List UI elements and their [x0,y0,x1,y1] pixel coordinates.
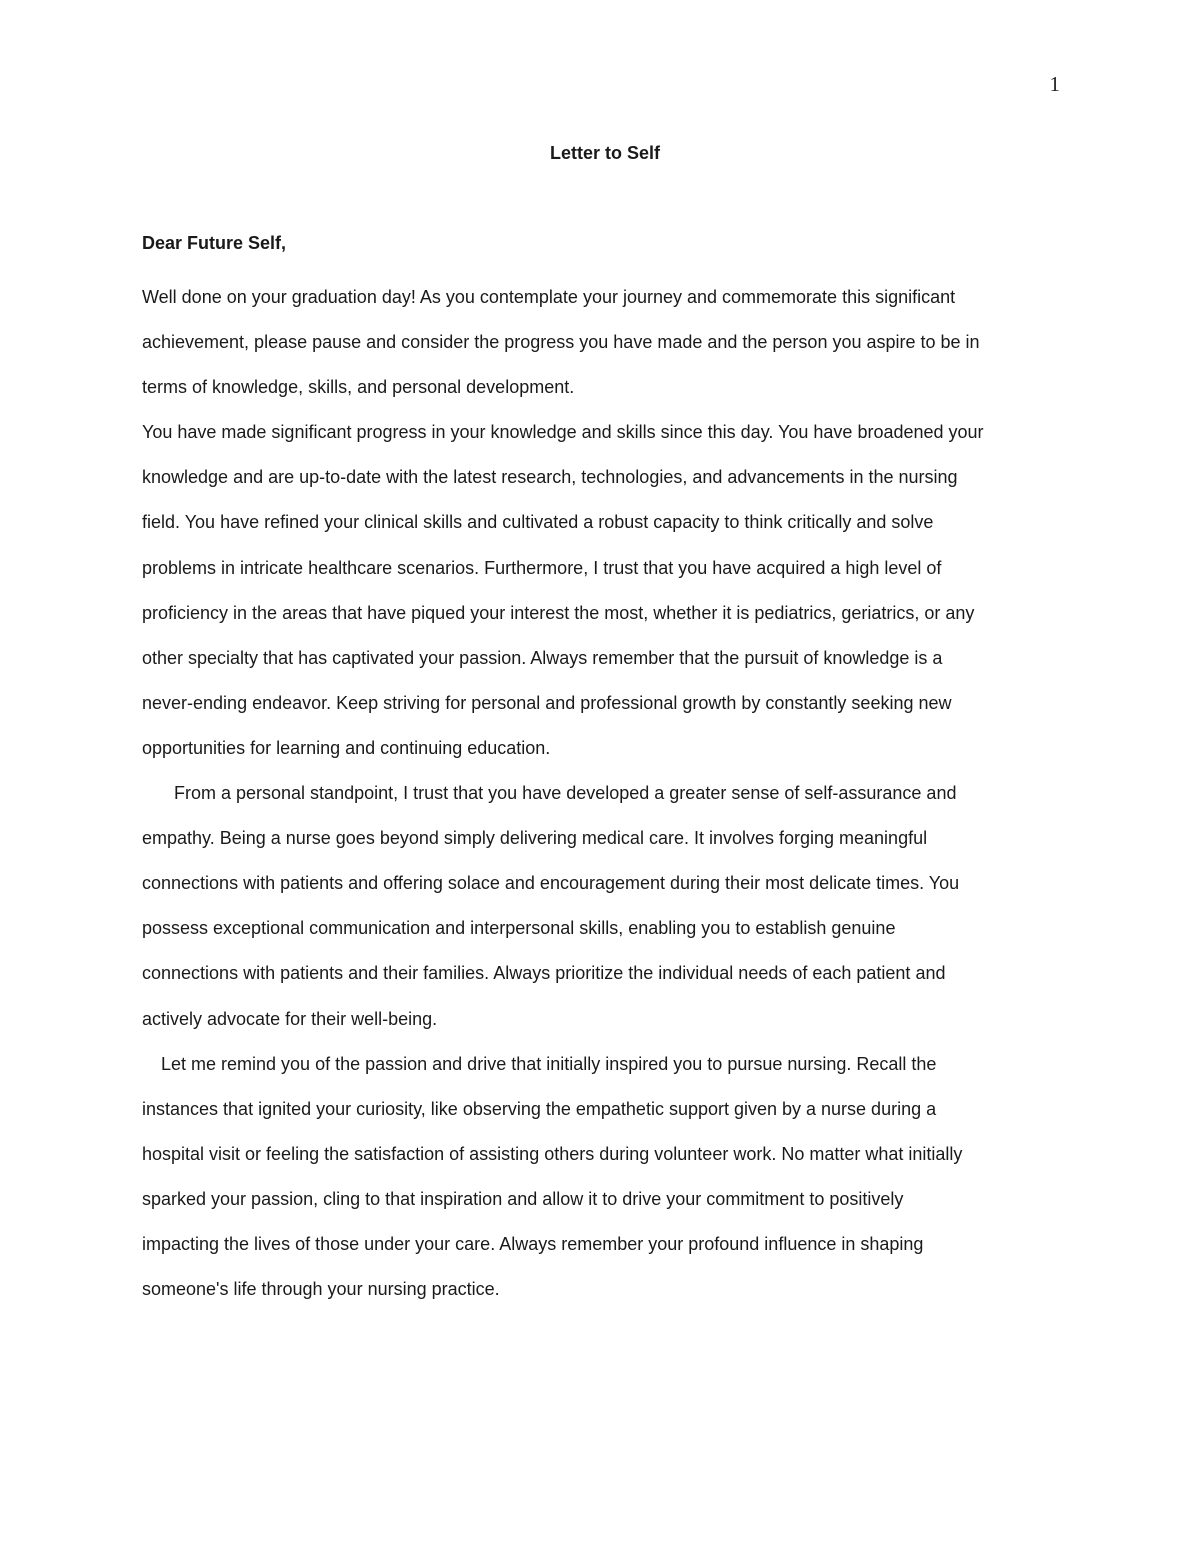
text-line: proficiency in the areas that have piqued your interest the most, whether it is pediatrics, geriatrics, or any [142,602,975,623]
paragraph-graduation [142,275,1072,410]
text-line: terms of knowledge, skills, and personal development. [142,377,575,398]
text-line: other specialty that has captivated your passion. Always remember that the pursuit of knowledge is a [142,647,943,668]
text-line: achievement, please pause and consider the progress you have made and the person you aspire to be in [142,332,980,353]
text-line: From a personal standpoint, I trust that you have developed a greater sense of self-assurance and [174,783,957,804]
text-line: opportunities for learning and continuing education. [142,737,551,758]
text-line: empathy. Being a nurse goes beyond simply delivering medical care. It involves forging meaningful [142,828,928,849]
text-line: connections with patients and their families. Always prioritize the individual needs of each patient and [142,963,946,984]
text-line: never-ending endeavor. Keep striving for personal and professional growth by constantly seeking new [142,692,952,713]
letter-body [142,275,1072,1312]
text-line: impacting the lives of those under your care. Always remember your profound influence in shaping [142,1233,924,1254]
salutation: Dear Future Self, [142,233,287,253]
text-line: problems in intricate healthcare scenarios. Furthermore, I trust that you have acquired a high level of [142,557,942,578]
text-line: Let me remind you of the passion and drive that initially inspired you to pursue nursing. Recall the [161,1053,937,1074]
text-line: hospital visit or feeling the satisfaction of assisting others during volunteer work. No matter what initially [142,1143,963,1164]
letter-title: Letter to Self [549,143,660,163]
text-line: possess exceptional communication and interpersonal skills, enabling you to establish genuine [142,918,896,939]
text-line: connections with patients and offering solace and encouragement during their most delicate times. You [142,873,960,894]
text-line: field. You have refined your clinical skills and cultivated a robust capacity to think critically and solve [142,512,934,533]
paragraph-personal-standpoint [142,771,1072,1042]
text-line: sparked your passion, cling to that inspiration and allow it to drive your commitment to positively [142,1188,904,1209]
text-line: someone's life through your nursing practice. [142,1279,500,1300]
paragraph-passion [142,1042,1072,1313]
text-line: knowledge and are up-to-date with the latest research, technologies, and advancements in the nursing [142,467,958,488]
text-line: actively advocate for their well-being. [142,1008,438,1029]
page-number: 1 [1049,72,1060,96]
text-line: instances that ignited your curiosity, like observing the empathetic support given by a nurse during a [142,1098,937,1119]
text-line: You have made significant progress in your knowledge and skills since this day. You have broadened your [142,422,984,443]
text-line: Well done on your graduation day! As you contemplate your journey and commemorate this significant [142,287,956,307]
paragraph-knowledge-skills [142,410,1072,771]
